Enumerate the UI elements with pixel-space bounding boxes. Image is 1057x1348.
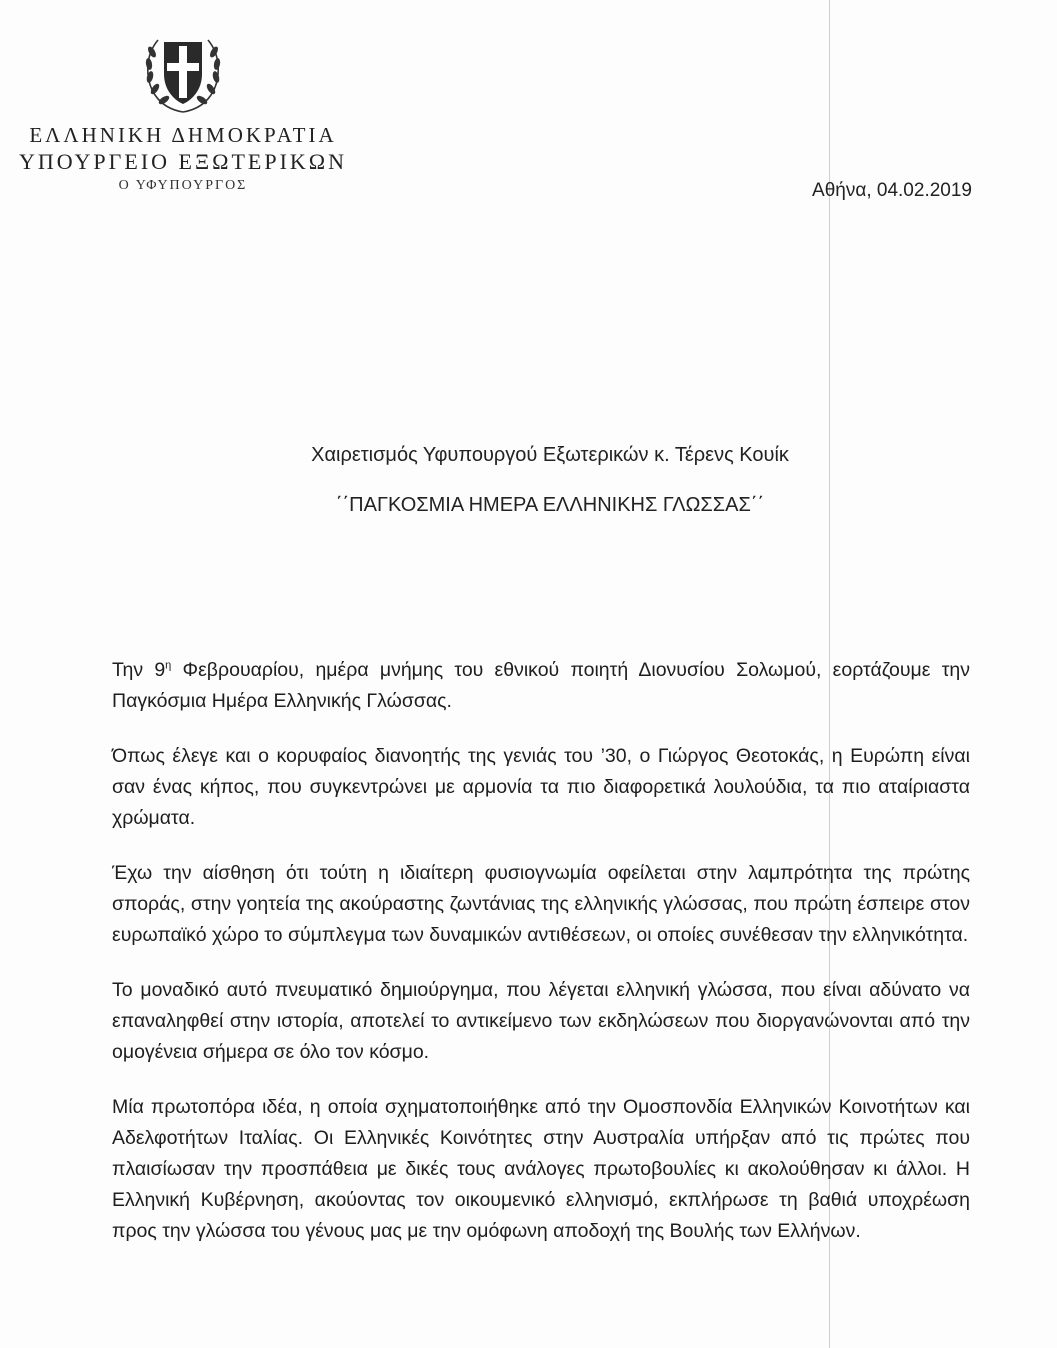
document-title: ΄΄ΠΑΓΚΟΣΜΙΑ ΗΜΕΡΑ ΕΛΛΗΝΙΚΗΣ ΓΛΩΣΣΑΣ΄΄ [335,494,765,516]
paragraph-2: Όπως έλεγε και ο κορυφαίος διανοητής της γενιάς του ’30, ο Γιώργος Θεοτοκάς, η Ευρώπη είναι σαν ένας κήπος, που συγκεντρώνει με αρμονία τα πιο διαφορετικά λουλούδια, τα πιο αταίριαστα χρώματα. [112,745,970,829]
paragraph-1-superscript: η [165,659,172,672]
letterhead-office: Ο ΥΦΥΠΟΥΡΓΟΣ [118,178,248,193]
letterhead-republic: ΕΛΛΗΝΙΚΗ ΔΗΜΟΚΡΑΤΙΑ [29,123,337,147]
paragraph-1-prefix: Την 9 [112,659,166,681]
coat-of-arms-icon [140,30,226,116]
letterhead [18,30,348,196]
paragraph-1 [112,655,970,717]
document-subtitle: Χαιρετισμός Υφυπουργού Εξωτερικών κ. Τέρενς Κουίκ [311,444,789,466]
paragraph-3: Έχω την αίσθηση ότι τούτη η ιδιαίτερη φυσιογνωμία οφείλεται στην λαμπρότητα της πρώτης σποράς, στην γοητεία της ακούραστης ζωντάνιας της ελληνικής γλώσσας, που πρώτη έσπειρε στον ευρωπαϊκό χώρο το σύμπλεγμα των δυναμικών αντιθέσεων, οι οποίες συνέθεσαν την ελληνικότητα. [112,862,970,946]
document-date: Αθήνα, 04.02.2019 [812,180,972,201]
letterhead-ministry: ΥΠΟΥΡΓΕΙΟ ΕΞΩΤΕΡΙΚΩΝ [18,149,348,174]
body-text [112,655,970,1271]
paragraph-4: Το μοναδικό αυτό πνευματικό δημιούργημα, που λέγεται ελληνική γλώσσα, που είναι αδύνατο να επαναληφθεί στην ιστορία, αποτελεί το αντικείμενο των εκδηλώσεων που διοργανώνονται από την ομογένεια σήμερα σε όλο τον κόσμο. [112,979,970,1063]
paragraph-5: Μία πρωτοπόρα ιδέα, η οποία σχηματοποιήθηκε από την Ομοσπονδία Ελληνικών Κοινοτήτων και Αδελφοτήτων Ιταλίας. Οι Ελληνικές Κοινότητες στην Αυστραλία υπήρξαν από τις πρώτες που πλαισίωσαν την προσπάθεια με δικές τους ανάλογες πρωτοβουλίες κι ακολούθησαν κι άλλοι. Η Ελληνική Κυβέρνηση, ακούοντας τον οικουμενικό ελληνισμό, εκπλήρωσε τη βαθιά υποχρέωση προς την γλώσσα του γένους μας με την ομόφωνη αποδοχή της Βουλής των Ελλήνων. [112,1096,970,1242]
paragraph-1-text: Φεβρουαρίου, ημέρα μνήμης του εθνικού ποιητή Διονυσίου Σολωμού, εορτάζουμε την Παγκόσμια Ημέρα Ελληνικής Γλώσσας. [112,659,971,712]
